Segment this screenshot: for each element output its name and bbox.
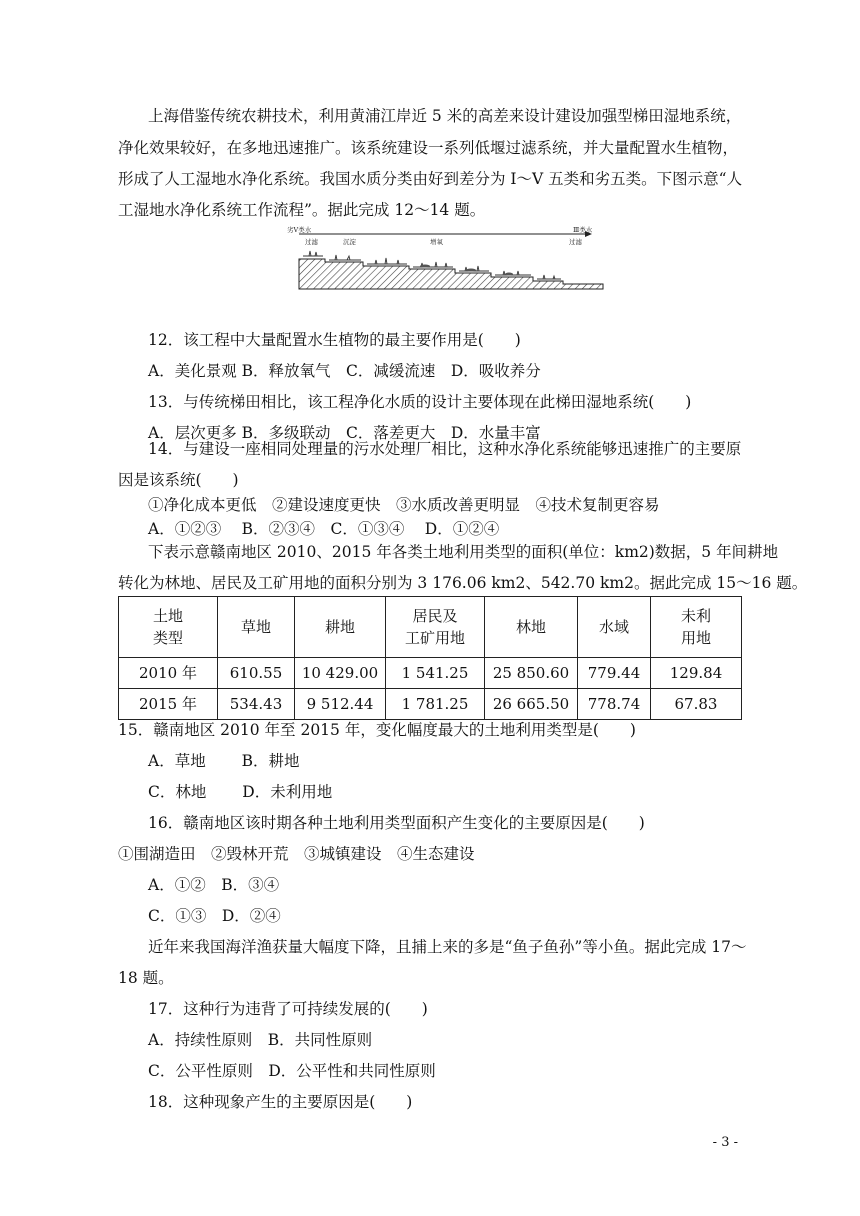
table-header-cell: 居民及 工矿用地 [386, 597, 485, 658]
table-header-cell: 林地 [485, 597, 578, 658]
q17-options-line2: C．公平性原则 D．公平性和共同性原则 [148, 1062, 436, 1080]
passage2-line1: 下表示意赣南地区 2010、2015 年各类土地利用类型的面积(单位：km2)数据，5 年间耕地 [148, 543, 779, 561]
q14-options: A．①②③ B．②③④ C．①③④ D．①②④ [148, 520, 500, 538]
table-header-row [119, 597, 742, 658]
table-cell: 67.83 [651, 689, 742, 720]
wetland-flow-diagram [285, 225, 607, 295]
table-cell: 129.84 [651, 658, 742, 689]
table-cell: 2010 年 [119, 658, 218, 689]
q15-options-line1: A．草地 B．耕地 [148, 752, 300, 770]
q13-stem: 13．与传统梯田相比，该工程净化水质的设计主要体现在此梯田湿地系统( ) [148, 393, 692, 411]
table-header-cell: 耕地 [295, 597, 386, 658]
page-number: - 3 - [712, 1135, 738, 1150]
table-cell: 610.55 [218, 658, 295, 689]
table-header-cell: 土地 类型 [119, 597, 218, 658]
q14-stem-line2: 因是该系统( ) [118, 471, 239, 489]
left-water-label: 劣V类水 [287, 226, 312, 234]
q15-stem: 15．赣南地区 2010 年至 2015 年，变化幅度最大的土地利用类型是( ) [118, 721, 636, 739]
passage1-line4: 工湿地水净化系统工作流程”。据此完成 12～14 题。 [118, 201, 486, 219]
q16-stem: 16．赣南地区该时期各种土地利用类型面积产生变化的主要原因是( ) [148, 814, 645, 832]
passage3-line1: 近年来我国海洋渔获量大幅度下降，且捕上来的多是“鱼子鱼孙”等小鱼。据此完成 17～ [148, 938, 747, 956]
table-cell: 1 541.25 [386, 658, 485, 689]
passage1-line2: 净化效果较好，在多地迅速推广。该系统建设一系列低堰过滤系统，并大量配置水生植物， [118, 139, 739, 157]
q17-options-line1: A．持续性原则 B．共同性原则 [148, 1031, 373, 1049]
terraced-ground [299, 259, 603, 289]
q17-stem: 17．这种行为违背了可持续发展的( ) [148, 1000, 428, 1018]
stage-label-settle: 沉淀 [343, 238, 356, 246]
table-cell: 778.74 [578, 689, 651, 720]
q16-options-line2: C．①③ D．②④ [148, 907, 281, 925]
land-use-table [118, 596, 742, 720]
table-header-cell: 草地 [218, 597, 295, 658]
right-water-label: Ⅲ类水 [573, 226, 593, 234]
table-row [119, 658, 742, 689]
q12-stem: 12．该工程中大量配置水生植物的最主要作用是( ) [148, 331, 521, 349]
q14-stem-line1: 14．与建设一座相同处理量的污水处理厂相比，这种水净化系统能够迅速推广的主要原 [148, 440, 742, 458]
table-row [119, 689, 742, 720]
table-header-cell: 未利 用地 [651, 597, 742, 658]
stage-label-filter2: 过滤 [569, 238, 582, 246]
q13-options: A．层次更多 B．多级联动 C．落差更大 D．水量丰富 [148, 424, 541, 442]
table-header-cell: 水域 [578, 597, 651, 658]
stage-label-aerate: 增氧 [430, 238, 443, 246]
stage-label-filter1: 过滤 [305, 238, 318, 246]
table-cell: 9 512.44 [295, 689, 386, 720]
q16-options-line1: A．①② B．③④ [148, 876, 280, 894]
table-cell: 26 665.50 [485, 689, 578, 720]
table-cell: 1 781.25 [386, 689, 485, 720]
passage2-line2: 转化为林地、居民及工矿用地的面积分别为 3 176.06 km2、542.70 km2。据此完成 15～16 题。 [118, 574, 808, 592]
table-cell: 10 429.00 [295, 658, 386, 689]
q15-options-line2: C．林地 D．未利用地 [148, 783, 333, 801]
table-cell: 779.44 [578, 658, 651, 689]
passage3-line2: 18 题。 [118, 969, 174, 987]
passage1-line1: 上海借鉴传统农耕技术，利用黄浦江岸近 5 米的高差来设计建设加强型梯田湿地系统， [148, 107, 742, 125]
passage1-line3: 形成了人工湿地水净化系统。我国水质分类由好到差分为 I～V 五类和劣五类。下图示意“人 [118, 170, 743, 188]
q16-items: ①围湖造田 ②毁林开荒 ③城镇建设 ④生态建设 [118, 845, 475, 863]
table-cell: 534.43 [218, 689, 295, 720]
table-cell: 25 850.60 [485, 658, 578, 689]
table-cell: 2015 年 [119, 689, 218, 720]
q18-stem: 18．这种现象产生的主要原因是( ) [148, 1093, 413, 1111]
q12-options: A．美化景观 B．释放氧气 C．减缓流速 D．吸收养分 [148, 362, 541, 380]
q14-items: ①净化成本更低 ②建设速度更快 ③水质改善更明显 ④技术复制更容易 [148, 496, 660, 514]
